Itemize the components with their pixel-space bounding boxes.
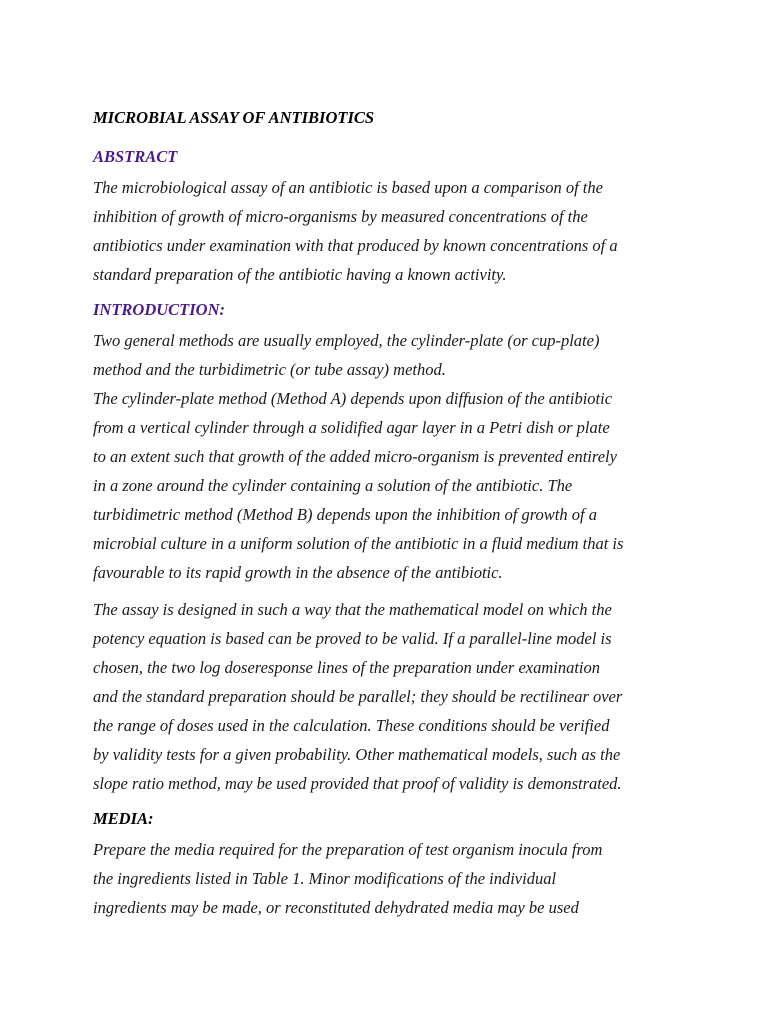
media-section bbox=[93, 806, 683, 922]
introduction-paragraph-2 bbox=[93, 595, 683, 798]
text-line: The microbiological assay of an antibiotic is based upon a comparison of the bbox=[93, 178, 603, 197]
text-line: method and the turbidimetric (or tube assay) method. bbox=[93, 360, 446, 379]
document-body bbox=[93, 106, 683, 930]
text-line: and the standard preparation should be parallel; they should be rectilinear over bbox=[93, 687, 623, 706]
text-line: the range of doses used in the calculation. These conditions should be verified bbox=[93, 716, 610, 735]
text-line: favourable to its rapid growth in the absence of the antibiotic. bbox=[93, 563, 503, 582]
document-title: MICROBIAL ASSAY OF ANTIBIOTICS bbox=[93, 108, 375, 127]
abstract-paragraph bbox=[93, 173, 683, 289]
introduction-section bbox=[93, 297, 683, 798]
text-line: Two general methods are usually employed, the cylinder-plate (or cup-plate) bbox=[93, 331, 600, 350]
text-line: in a zone around the cylinder containing a solution of the antibiotic. The bbox=[93, 476, 573, 495]
text-line: antibiotics under examination with that produced by known concentrations of a bbox=[93, 236, 618, 255]
introduction-paragraph-1 bbox=[93, 326, 683, 587]
text-line: turbidimetric method (Method B) depends upon the inhibition of growth of a bbox=[93, 505, 597, 524]
text-line: slope ratio method, may be used provided that proof of validity is demonstrated. bbox=[93, 774, 622, 793]
text-line: standard preparation of the antibiotic having a known activity. bbox=[93, 265, 507, 284]
text-line: the ingredients listed in Table 1. Minor modifications of the individual bbox=[93, 869, 557, 888]
text-line: from a vertical cylinder through a solidified agar layer in a Petri dish or plate bbox=[93, 418, 610, 437]
media-paragraph bbox=[93, 835, 683, 922]
media-heading: MEDIA: bbox=[93, 809, 154, 828]
text-line: inhibition of growth of micro-organisms by measured concentrations of the bbox=[93, 207, 588, 226]
text-line: The assay is designed in such a way that the mathematical model on which the bbox=[93, 600, 612, 619]
abstract-section bbox=[93, 144, 683, 289]
text-line: Prepare the media required for the preparation of test organism inocula from bbox=[93, 840, 603, 859]
text-line: to an extent such that growth of the added micro-organism is prevented entirely bbox=[93, 447, 617, 466]
abstract-heading: ABSTRACT bbox=[93, 147, 178, 166]
introduction-heading: INTRODUCTION: bbox=[93, 300, 225, 319]
text-line: ingredients may be made, or reconstituted dehydrated media may be used bbox=[93, 898, 579, 917]
text-line: chosen, the two log doseresponse lines of the preparation under examination bbox=[93, 658, 601, 677]
text-line: The cylinder-plate method (Method A) depends upon diffusion of the antibiotic bbox=[93, 389, 613, 408]
text-line: potency equation is based can be proved to be valid. If a parallel-line model is bbox=[93, 629, 612, 648]
text-line: microbial culture in a uniform solution of the antibiotic in a fluid medium that is bbox=[93, 534, 624, 553]
text-line: by validity tests for a given probability. Other mathematical models, such as the bbox=[93, 745, 621, 764]
